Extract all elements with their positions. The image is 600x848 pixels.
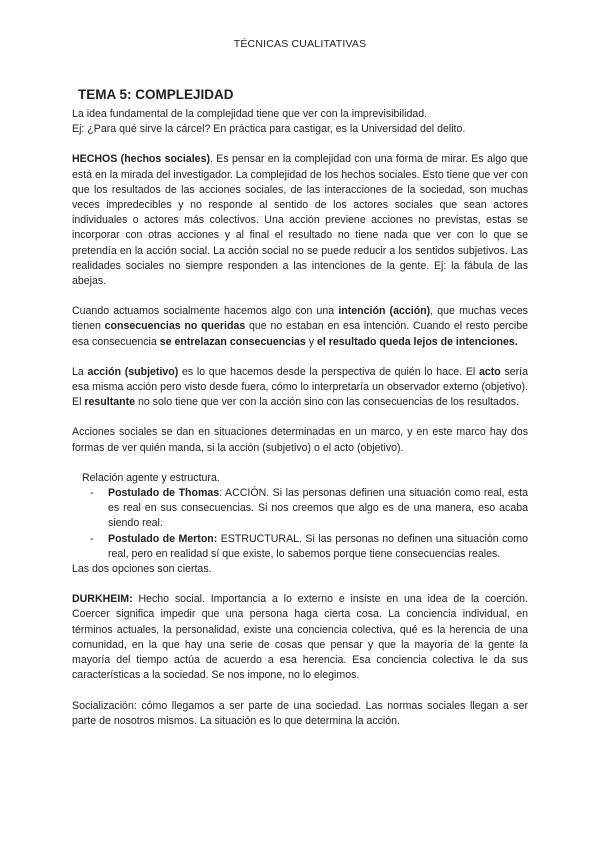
document-body <box>72 107 528 729</box>
list-item <box>72 486 528 532</box>
page-title: TEMA 5: COMPLEJIDAD <box>78 87 234 102</box>
accion-bold: acción (subjetivo) <box>87 365 179 378</box>
durkheim-lead: DURKHEIM: <box>72 593 133 606</box>
accion-text: La <box>72 365 88 378</box>
accion-text: no solo tiene que ver con la acción sino con las consecuencias de los resultados. <box>135 396 519 409</box>
intencion-text: , que muchas veces tienen <box>72 305 528 333</box>
intro-section <box>72 107 528 137</box>
intro-line: Ej: ¿Para qué sirve la cárcel? En práctica para castigar, es la Universidad del delito. <box>72 123 466 136</box>
intencion-text: Cuando actuamos socialmente hacemos algo con una <box>72 305 339 318</box>
accion-text: es lo que hacemos desde la perspectiva de quién lo hace. El <box>178 365 479 378</box>
intencion-text: y <box>305 335 317 348</box>
accion-bold: resultante <box>84 396 136 409</box>
postulado-lead: Postulado de Merton: <box>108 532 218 545</box>
durkheim-paragraph <box>72 592 528 683</box>
acciones-sociales-paragraph: Acciones sociales se dan en situaciones determinadas en un marco, y en este marco hay dos formas de ver quién manda, si la acción (subjetivo) o el acto (objetivo). <box>72 426 528 454</box>
hechos-lead: HECHOS (hechos sociales) <box>72 153 210 166</box>
accion-text: sería esa misma acción pero visto desde fuera, cómo lo interpretaría un observador externo (objetivo). El <box>72 365 528 409</box>
postulado-text: ESTRUCTURAL. Si las personas no definen una situación como real, pero en realidad sí que existe, lo sabemos porque tiene consecuencias reales. <box>108 532 528 560</box>
accion-bold: acto <box>478 365 501 378</box>
dash-bullet: - <box>90 532 94 545</box>
postulados-list <box>72 486 528 562</box>
postulado-text: : ACCIÓN. Si las personas definen una situación como real, esta es real en sus consecuencias. Si nos creemos que algo es de una manera, eso acaba siendo real. <box>108 487 528 530</box>
intencion-bold: intención (acción) <box>338 305 431 318</box>
relacion-heading: Relación agente y estructura. <box>82 471 220 484</box>
intencion-bold: el resultado queda lejos de intenciones. <box>317 335 518 348</box>
intencion-text: que no estaban en esa intención. Cuando el resto percibe esa consecuencia <box>72 320 528 348</box>
hechos-paragraph <box>72 152 528 289</box>
dash-bullet: - <box>90 487 94 500</box>
page-header: TÉCNICAS CUALITATIVAS <box>233 38 367 50</box>
socializacion-paragraph: Socialización: cómo llegamos a ser parte de una sociedad. Las normas sociales llegan a ser parte de nosotros mismos. La situación es lo que determina la acción. <box>72 699 528 727</box>
hechos-text: . Es pensar en la complejidad con una forma de mirar. Es algo que está en la mirada del investigador. La complejidad de los hechos sociales. Esto tiene que ver con que los resultados de las acciones sociales, de las interacciones de la sociedad, son muchas veces impredecibles y no responde al sentido de los actores sociales que sean actores individuales o actores más colectivos. Una acción previene acciones no previstas, estas se incorporar con otras acciones y al final el resultado no tiene nada que ver con lo que se pretendía en la acción social. La acción social no se puede reducir a los sentidos subjetivos. Las realidades sociales no siempre responden a las intenciones de la gente. Ej: la fábula de las abejas. <box>72 153 528 288</box>
intencion-bold: consecuencias no queridas <box>104 320 246 333</box>
accion-paragraph <box>72 365 528 411</box>
intro-line: La idea fundamental de la complejidad tiene que ver con la imprevisibilidad. <box>72 108 428 120</box>
intencion-bold: se entrelazan consecuencias <box>159 335 306 348</box>
durkheim-text: Hecho social. Importancia a lo externo e insiste en una idea de la coerción. Coercer significa impedir que una persona haga cierta cosa. La conciencia individual, en términos actuales, la personalidad, existe una conciencia colectiva, qué es la herencia de una comunidad, en la que hay una serie de cosas que pensar y que la mayoría de la gente la mayoría del tiempo actúa de acuerdo a esa herencia. Esa conciencia colectiva le da sus características a la sociedad. Se nos impone, no lo elegimos. <box>72 593 528 682</box>
postulado-lead: Postulado de Thomas <box>108 487 220 500</box>
intencion-paragraph <box>72 304 528 350</box>
list-item <box>72 532 528 562</box>
relacion-closing: Las dos opciones son ciertas. <box>72 563 212 576</box>
